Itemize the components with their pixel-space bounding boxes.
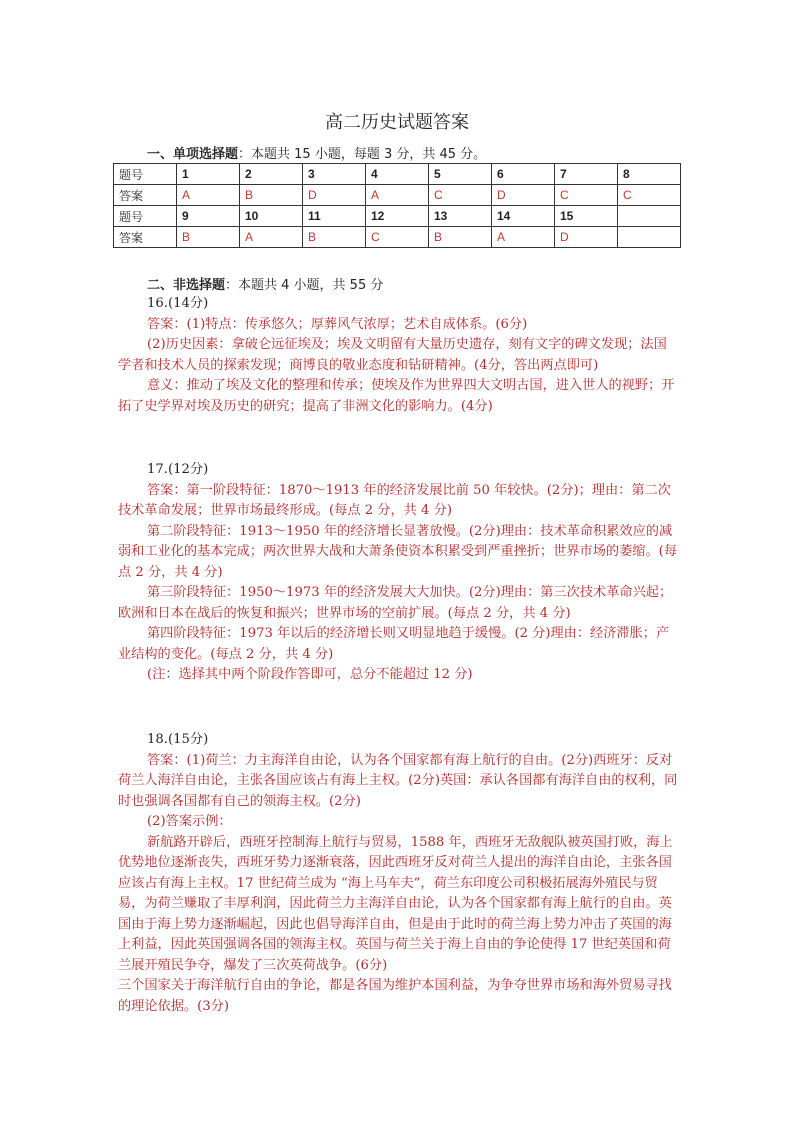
answer-cell: B <box>240 185 303 206</box>
question-number: 9 <box>177 206 240 227</box>
question-number: 15 <box>555 206 618 227</box>
question-18-answer-1: 答案：(1)荷兰：力主海洋自由论，认为各个国家都有海上航行的自由。(2分)西班牙：反对荷兰人海洋自由论，主张各国应该占有海上主权。(2分)英国：承认各国都有海洋自由的权利，同时也强调各国都有自己的领海主权。(2分) <box>118 752 678 809</box>
question-number: 1 <box>177 164 240 185</box>
answer-cell: A <box>240 227 303 248</box>
question-17-block <box>118 460 678 686</box>
answer-cell: A <box>366 185 429 206</box>
question-17-answer-3: 第三阶段特征：1950～1973 年的经济发展大大加快。(2分)理由：第三次技术革命兴起；欧洲和日本在战后的恢复和振兴；世界市场的空前扩展。(每点 2 分，共 4 分) <box>118 585 673 621</box>
answer-cell: B <box>303 227 366 248</box>
row-label: 题号 <box>114 206 177 227</box>
question-number: 3 <box>303 164 366 185</box>
question-number: 11 <box>303 206 366 227</box>
question-16-answer-2: (2)历史因素：拿破仑远征埃及；埃及文明留有大量历史遗存，刻有文字的碑文发现；法国学者和技术人员的探索发现；商博良的敬业态度和钻研精神。(4分，答出两点即可) <box>118 337 667 373</box>
question-number: 12 <box>366 206 429 227</box>
question-16-answer-1: 答案：(1)特点：传承悠久；厚葬风气浓厚；艺术自成体系。(6分) <box>147 316 528 332</box>
question-18-answer-2: (2)答案示例： <box>147 814 232 829</box>
row-label: 答案 <box>114 185 177 206</box>
answer-cell: B <box>177 227 240 248</box>
question-17-answer-2: 第二阶段特征：1913～1950 年的经济增长显著放慢。(2分)理由：技术革命积累效应的减弱和工业化的基本完成；两次世界大战和大萧条使资本积累受到严重挫折；世界市场的萎缩。(每点 2 分，共 4 分) <box>118 523 678 580</box>
answer-cell: A <box>492 227 555 248</box>
answer-cell: C <box>429 185 492 206</box>
question-number: 8 <box>618 164 681 185</box>
answer-cell: D <box>303 185 366 206</box>
question-17-answer-1: 答案：第一阶段特征：1870～1913 年的经济发展比前 50 年较快。(2分)；理由：第二次技术革命发展；世界市场最终形成。(每点 2 分，共 4 分) <box>118 482 671 518</box>
question-17-heading: 17.(12分) <box>147 462 209 477</box>
section2-heading <box>147 274 383 293</box>
table-row <box>114 206 681 227</box>
question-number: 2 <box>240 164 303 185</box>
question-18-answer-3: 新航路开辟后，西班牙控制海上航行与贸易，1588 年，西班牙无敌舰队被英国打败，海上优势地位逐渐丧失，西班牙势力逐渐衰落，因此西班牙反对荷兰人提出的海洋自由论，主张各国应该占有海上主权。17 世纪荷兰成为 “海上马车夫”，荷兰东印度公司积极拓展海外殖民与贸易，为荷兰赚取了丰厚利润，因此荷兰力主海洋自由论，认为各个国家都有海上航行的自由。英国由于海上势力逐渐崛起，因此也倡导海洋自由，但是由于此时的荷兰海上势力冲击了英国的海上利益，因此英国强调各国的领海主权。英国与荷兰关于海上自由的争论使得 17 世纪英国和荷兰展开殖民争夺，爆发了三次英荷战争。(6分) <box>118 834 673 973</box>
answer-cell: C <box>618 185 681 206</box>
answer-table <box>113 163 681 248</box>
question-number <box>618 206 681 227</box>
question-number: 6 <box>492 164 555 185</box>
question-number: 10 <box>240 206 303 227</box>
answer-cell: D <box>492 185 555 206</box>
section2-text: ：本题共 4 小题，共 55 分 <box>225 278 384 293</box>
table-row <box>114 227 681 248</box>
question-number: 7 <box>555 164 618 185</box>
section2-label: 二、非选择题 <box>147 278 226 293</box>
question-17-note: (注：选择其中两个阶段作答即可，总分不能超过 12 分) <box>147 667 473 682</box>
answer-cell: C <box>555 185 618 206</box>
section1-text: ：本题共 15 小题，每题 3 分，共 45 分。 <box>238 147 487 162</box>
question-18-block <box>118 730 678 1017</box>
table-row <box>114 164 681 185</box>
question-17-answer-4: 第四阶段特征：1973 年以后的经济增长则又明显地趋于缓慢。(2 分)理由：经济滞胀；产业结构的变化。(每点 2 分，共 4 分) <box>118 626 670 662</box>
question-number: 4 <box>366 164 429 185</box>
page-title: 高二历史试题答案 <box>325 112 469 133</box>
row-label: 题号 <box>114 164 177 185</box>
question-number: 5 <box>429 164 492 185</box>
answer-cell: C <box>366 227 429 248</box>
row-label: 答案 <box>114 227 177 248</box>
answer-cell <box>618 227 681 248</box>
question-16-block <box>118 294 678 417</box>
question-18-answer-4: 三个国家关于海洋航行自由的争论，都是各国为维护本国利益，为争夺世界市场和海外贸易寻找的理论依据。(3分) <box>118 978 672 1014</box>
section1-heading <box>147 143 486 162</box>
answer-cell: A <box>177 185 240 206</box>
answer-cell: B <box>429 227 492 248</box>
question-number: 13 <box>429 206 492 227</box>
answer-cell: D <box>555 227 618 248</box>
question-16-answer-3: 意义：推动了埃及文化的整理和传承；使埃及作为世界四大文明古国，进入世人的视野；开拓了史学界对埃及历史的研究；提高了非洲文化的影响力。(4分) <box>118 378 675 414</box>
question-number: 14 <box>492 206 555 227</box>
question-16-heading: 16.(14分) <box>147 296 209 311</box>
section1-label: 一、单项选择题 <box>147 147 239 162</box>
table-row <box>114 185 681 206</box>
question-18-heading: 18.(15分) <box>147 732 209 747</box>
